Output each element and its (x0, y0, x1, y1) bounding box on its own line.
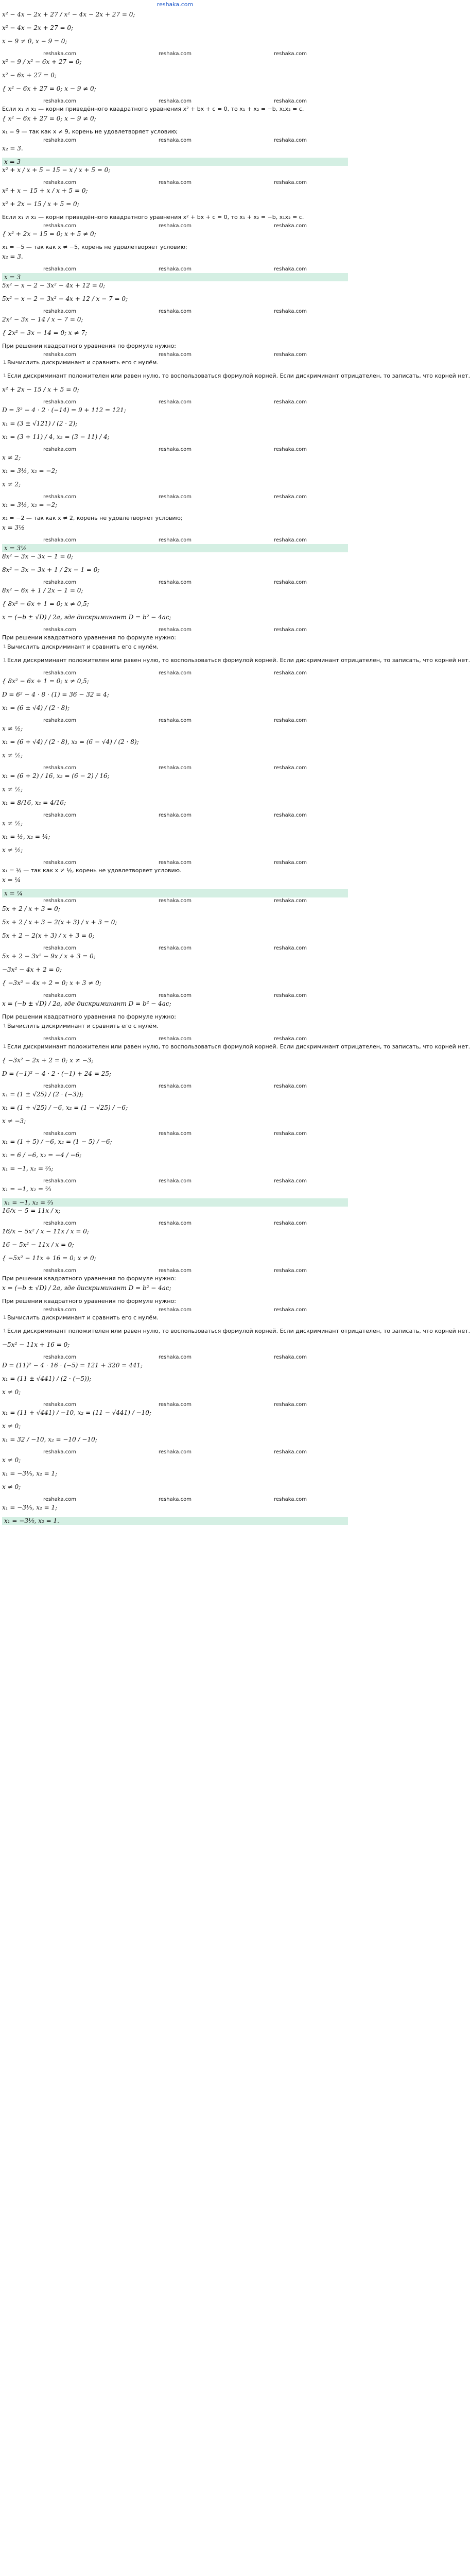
watermark-row (2, 579, 348, 586)
math-line: x₁ = ½, x₂ = ¼; (2, 833, 50, 840)
list-item: 1 Вычислить дискриминант и сравнить его с нулём. (2, 643, 348, 656)
watermark: reshaka.com (43, 812, 76, 818)
watermark: reshaka.com (159, 627, 192, 633)
text-line: x₂ = −2 — так как x ≠ 2, корень не удовлетворяет условию; (2, 515, 183, 521)
watermark-row (2, 1178, 348, 1185)
list-item: 1 Вычислить дискриминант и сравнить его с нулём. (2, 1022, 348, 1036)
watermark: reshaka.com (43, 1497, 76, 1502)
watermark: reshaka.com (159, 1497, 192, 1502)
text-line: При решении квадратного уравнения по формуле нужно: (2, 1275, 177, 1282)
math-line: 8x² − 3x − 3x + 1 / 2x − 1 = 0; (2, 566, 100, 573)
watermark: reshaka.com (274, 537, 307, 543)
watermark: reshaka.com (43, 1268, 76, 1274)
watermark-row (2, 812, 348, 819)
watermark: reshaka.com (159, 1268, 192, 1274)
math-line: D = 6² − 4 · 8 · (1) = 36 − 32 = 4; (2, 691, 109, 698)
math-line: 2x² − 3x − 14 / x − 7 = 0; (2, 316, 83, 323)
math-line: x ≠ 2; (2, 481, 21, 488)
math-line: 5x² − x − 2 − 3x² − 4x + 12 / x − 7 = 0; (2, 295, 128, 302)
math-line: x₁ = (6 + 2) / 16, x₂ = (6 − 2) / 16; (2, 772, 110, 779)
watermark-row (2, 717, 348, 724)
math-line: x₁ = 8/16, x₂ = 4/16; (2, 799, 66, 806)
math-line: 5x + 2 − 2(x + 3) / x + 3 = 0; (2, 932, 95, 939)
math-line: x₁ = (11 ± √441) / (2 · (−5)); (2, 1375, 92, 1382)
math-line: x = (−b ± √D) / 2a, где дискриминант D = b² − 4ac; (2, 614, 171, 621)
watermark: reshaka.com (43, 898, 76, 904)
list-item: 1 Если дискриминант положителен или равен нулю, то воспользоваться формулой корней. Если дискриминант отрицателен, то записать, что корней нет. (2, 372, 348, 385)
math-line: x₁ = (1 + √25) / −6, x₂ = (1 − √25) / −6; (2, 1104, 128, 1111)
watermark-row (2, 50, 348, 58)
watermark: reshaka.com (274, 860, 307, 866)
text-line: При решении квадратного уравнения по формуле нужно: (2, 1298, 177, 1304)
watermark: reshaka.com (274, 1221, 307, 1226)
math-line: x ≠ ½; (2, 752, 23, 759)
math-line: x² + x / x + 5 − 15 − x / x + 5 = 0; (2, 166, 111, 174)
watermark: reshaka.com (159, 1036, 192, 1042)
watermark: reshaka.com (274, 98, 307, 104)
watermark-row (2, 537, 348, 544)
watermark: reshaka.com (274, 898, 307, 904)
math-line: x₁ = 6 / −6, x₂ = −4 / −6; (2, 1151, 82, 1159)
answer-band: x = 3½ (2, 544, 348, 552)
watermark: reshaka.com (159, 180, 192, 185)
watermark: reshaka.com (43, 627, 76, 633)
watermark-row (2, 308, 348, 315)
watermark: reshaka.com (159, 1402, 192, 1408)
watermark: reshaka.com (159, 352, 192, 358)
answer-band: x₁ = −1, x₂ = ⅔ (2, 1198, 348, 1207)
watermark: reshaka.com (43, 718, 76, 723)
watermark-row (2, 897, 348, 905)
text-line: x₁ = ½ — так как x ≠ ½, корень не удовлетворяет условию. (2, 867, 182, 874)
watermark: reshaka.com (274, 223, 307, 229)
watermark-row (2, 1449, 348, 1456)
watermark-row (2, 98, 348, 105)
answer-band: x₁ = −3⅕, x₂ = 1. (2, 1517, 348, 1525)
answer-band: x = ¼ (2, 889, 348, 897)
watermark: reshaka.com (159, 537, 192, 543)
math-line: x₂ = 3. (2, 253, 23, 260)
watermark: reshaka.com (274, 1449, 307, 1455)
watermark-row (2, 1401, 348, 1409)
watermark: reshaka.com (274, 51, 307, 57)
math-line: x² + 2x − 15 / x + 5 = 0; (2, 386, 79, 393)
math-line: x ≠ 0; (2, 1388, 21, 1396)
watermark: reshaka.com (43, 494, 76, 500)
watermark: reshaka.com (159, 580, 192, 585)
watermark: reshaka.com (43, 580, 76, 585)
watermark-row (2, 351, 348, 359)
watermark: reshaka.com (43, 1402, 76, 1408)
watermark-row (2, 179, 348, 187)
text-line: При решении квадратного уравнения по формуле нужно: (2, 343, 177, 349)
math-line: { 8x² − 6x + 1 = 0; x ≠ 0,5; (2, 677, 89, 685)
watermark-row (2, 945, 348, 952)
watermark: reshaka.com (274, 580, 307, 585)
watermark: reshaka.com (274, 627, 307, 633)
watermark: reshaka.com (159, 993, 192, 998)
math-line: x₁ = (1 + 5) / −6, x₂ = (1 − 5) / −6; (2, 1138, 112, 1145)
math-line: D = 3² − 4 · 2 · (−14) = 9 + 112 = 121; (2, 406, 126, 414)
watermark: reshaka.com (43, 1036, 76, 1042)
math-line: x² − 4x − 2x + 27 = 0; (2, 24, 74, 31)
text-line: Если x₁ и x₂ — корни приведённого квадратного уравнения x² + bx + c = 0, то x₁ + x₂ = −b, x₁x₂ = c. (2, 214, 304, 221)
watermark: reshaka.com (43, 138, 76, 143)
math-line: x₁ = 3½, x₂ = −2; (2, 467, 58, 474)
watermark: reshaka.com (274, 1131, 307, 1137)
watermark-row (2, 1130, 348, 1138)
math-line: x ≠ ½; (2, 846, 23, 854)
text-line: При решении квадратного уравнения по формуле нужно: (2, 1013, 177, 1020)
watermark: reshaka.com (274, 1036, 307, 1042)
watermark: reshaka.com (159, 945, 192, 951)
list-item: 1 Если дискриминант положителен или равен нулю, то воспользоваться формулой корней. Если дискриминант отрицателен, то записать, что корней нет. (2, 1327, 348, 1341)
watermark: reshaka.com (43, 309, 76, 314)
watermark: reshaka.com (43, 945, 76, 951)
math-line: 8x² − 6x + 1 / 2x − 1 = 0; (2, 587, 83, 594)
math-line: x₁ = 3½, x₂ = −2; (2, 501, 58, 509)
watermark-row (2, 859, 348, 867)
watermark: reshaka.com (159, 494, 192, 500)
math-line: { −3x² − 4x + 2 = 0; x + 3 ≠ 0; (2, 979, 101, 987)
math-line: 16/x − 5x² / x − 11x / x = 0; (2, 1228, 89, 1235)
watermark: reshaka.com (159, 765, 192, 771)
watermark: reshaka.com (274, 266, 307, 272)
watermark: reshaka.com (274, 670, 307, 676)
watermark: reshaka.com (274, 138, 307, 143)
watermark: reshaka.com (159, 860, 192, 866)
watermark: reshaka.com (43, 537, 76, 543)
text-line: x₁ = 9 — так как x ≠ 9, корень не удовлетворяет условию; (2, 128, 178, 135)
watermark-row (2, 446, 348, 453)
math-line: 16/x − 5 = 11x / x; (2, 1207, 61, 1214)
math-line: { −5x² − 11x + 16 = 0; x ≠ 0; (2, 1255, 96, 1262)
math-line: x ≠ ½; (2, 725, 23, 732)
math-line: x ≠ ½; (2, 786, 23, 793)
math-line: x ≠ 0; (2, 1422, 21, 1430)
math-line: x₁ = −3⅕, x₂ = 1; (2, 1470, 58, 1477)
site-header[interactable]: reshaka.com (156, 1, 194, 8)
watermark: reshaka.com (43, 447, 76, 452)
watermark: reshaka.com (274, 1268, 307, 1274)
math-line: x₁ = (3 + 11) / 4, x₂ = (3 − 11) / 4; (2, 433, 110, 440)
watermark-row (2, 494, 348, 501)
solution-content (0, 9, 470, 1525)
math-line: { 2x² − 3x − 14 = 0; x ≠ 7; (2, 329, 88, 336)
watermark-row (2, 765, 348, 772)
watermark: reshaka.com (274, 1402, 307, 1408)
watermark-row (2, 266, 348, 273)
math-line: D = (11)² − 4 · 16 · (−5) = 121 + 320 = 441; (2, 1362, 143, 1369)
text-line: x₁ = −5 — так как x ≠ −5, корень не удовлетворяет условию; (2, 244, 187, 250)
watermark-row (2, 223, 348, 230)
watermark: reshaka.com (43, 352, 76, 358)
math-line: x ≠ ½; (2, 820, 23, 827)
watermark-row (2, 1496, 348, 1503)
math-line: x ≠ 0; (2, 1483, 21, 1490)
math-line: x₁ = 32 / −10, x₂ = −10 / −10; (2, 1436, 97, 1443)
text-line: Если x₁ и x₂ — корни приведённого квадратного уравнения x² + bx + c = 0, то x₁ + x₂ = −b, x₁x₂ = c. (2, 106, 304, 112)
watermark: reshaka.com (274, 352, 307, 358)
math-line: x² + 2x − 15 / x + 5 = 0; (2, 200, 79, 208)
watermark: reshaka.com (159, 51, 192, 57)
watermark: reshaka.com (159, 447, 192, 452)
watermark: reshaka.com (274, 1354, 307, 1360)
watermark: reshaka.com (274, 1307, 307, 1313)
watermark: reshaka.com (43, 399, 76, 405)
math-line: x² − 9 / x² − 6x + 27 = 0; (2, 58, 82, 65)
watermark-row (2, 992, 348, 999)
watermark: reshaka.com (274, 494, 307, 500)
watermark-row (2, 1220, 348, 1227)
math-line: −5x² − 11x + 16 = 0; (2, 1341, 70, 1348)
watermark: reshaka.com (159, 138, 192, 143)
watermark: reshaka.com (159, 670, 192, 676)
math-line: 5x² − x − 2 − 3x² − 4x + 12 = 0; (2, 282, 106, 289)
math-line: x₁ = −1, x₂ = ⅔; (2, 1165, 54, 1172)
math-line: −3x² − 4x + 2 = 0; (2, 966, 62, 973)
answer-band: x = 3 (2, 273, 348, 281)
watermark: reshaka.com (159, 1221, 192, 1226)
answer-band: x = 3 (2, 158, 348, 166)
watermark: reshaka.com (274, 1083, 307, 1089)
math-line: x₁ = (6 + √4) / (2 · 8), x₂ = (6 − √4) / (2 · 8); (2, 738, 139, 745)
watermark: reshaka.com (274, 765, 307, 771)
watermark: reshaka.com (43, 1354, 76, 1360)
watermark: reshaka.com (43, 670, 76, 676)
watermark-row (2, 137, 348, 144)
watermark: reshaka.com (159, 399, 192, 405)
watermark: reshaka.com (274, 812, 307, 818)
watermark-row (2, 1036, 348, 1043)
watermark-row (2, 1267, 348, 1275)
math-line: x₁ = −1, x₂ = ⅔ (2, 1185, 51, 1193)
watermark: reshaka.com (159, 1449, 192, 1455)
math-line: { x² − 6x + 27 = 0; x − 9 ≠ 0; (2, 85, 96, 92)
math-line: x = (−b ± √D) / 2a, где дискриминант D = b² − 4ac; (2, 1000, 171, 1007)
watermark-row (2, 399, 348, 406)
watermark-row (2, 626, 348, 634)
math-line: x = 3½ (2, 524, 25, 531)
math-line: x₁ = (3 ± √121) / (2 · 2); (2, 420, 78, 427)
math-line: 5x + 2 / x + 3 = 0; (2, 905, 60, 912)
watermark: reshaka.com (159, 223, 192, 229)
math-line: { −3x² − 2x + 2 = 0; x ≠ −3; (2, 1057, 94, 1064)
watermark: reshaka.com (159, 1131, 192, 1137)
list-item: 1 Если дискриминант положителен или равен нулю, то воспользоваться формулой корней. Если дискриминант отрицателен, то записать, что корней нет. (2, 1043, 348, 1056)
math-line: 5x + 2 / x + 3 − 2(x + 3) / x + 3 = 0; (2, 919, 117, 926)
watermark-row (2, 1307, 348, 1314)
watermark: reshaka.com (274, 993, 307, 998)
watermark: reshaka.com (43, 266, 76, 272)
watermark: reshaka.com (43, 1307, 76, 1313)
list-item: 1 Вычислить дискриминант и сравнить его с нулём. (2, 1314, 348, 1327)
math-line: x − 9 ≠ 0, x − 9 = 0; (2, 38, 67, 45)
watermark: reshaka.com (159, 98, 192, 104)
watermark: reshaka.com (43, 1083, 76, 1089)
watermark: reshaka.com (43, 98, 76, 104)
watermark: reshaka.com (274, 447, 307, 452)
watermark: reshaka.com (43, 51, 76, 57)
math-line: x² + x − 15 + x / x + 5 = 0; (2, 187, 88, 194)
math-line: { x² − 6x + 27 = 0; x − 9 ≠ 0; (2, 115, 96, 122)
watermark: reshaka.com (43, 1131, 76, 1137)
math-line: x ≠ −3; (2, 1117, 26, 1125)
math-line: { 8x² − 6x + 1 = 0; x ≠ 0,5; (2, 600, 89, 607)
watermark: reshaka.com (274, 718, 307, 723)
math-line: 8x² − 3x − 3x − 1 = 0; (2, 553, 74, 560)
math-line: x₁ = (1 ± √25) / (2 · (−3)); (2, 1091, 84, 1098)
watermark: reshaka.com (274, 1497, 307, 1502)
watermark: reshaka.com (43, 1449, 76, 1455)
watermark: reshaka.com (274, 945, 307, 951)
watermark-row (2, 1083, 348, 1090)
watermark: reshaka.com (43, 993, 76, 998)
math-line: x = (−b ± √D) / 2a, где дискриминант D = b² − 4ac; (2, 1284, 171, 1292)
math-line: { x² + 2x − 15 = 0; x + 5 ≠ 0; (2, 230, 96, 238)
text-line: При решении квадратного уравнения по формуле нужно: (2, 634, 177, 641)
math-line: 5x + 2 − 3x² − 9x / x + 3 = 0; (2, 953, 96, 960)
watermark: reshaka.com (159, 718, 192, 723)
list-item: 1 Вычислить дискриминант и сравнить его с нулём. (2, 359, 348, 372)
watermark: reshaka.com (159, 1083, 192, 1089)
math-line: D = (−1)² − 4 · 2 · (−1) + 24 = 25; (2, 1070, 112, 1077)
math-line: 16 − 5x² − 11x / x = 0; (2, 1241, 74, 1248)
watermark: reshaka.com (159, 309, 192, 314)
math-line: x₁ = −3⅕, x₂ = 1; (2, 1504, 58, 1511)
math-line: x ≠ 2; (2, 454, 21, 461)
watermark-row (2, 1354, 348, 1361)
list-item: 1 Если дискриминант положителен или равен нулю, то воспользоваться формулой корней. Если дискриминант отрицателен, то записать, что корней нет. (2, 656, 348, 670)
math-line: x = ¼ (2, 876, 21, 884)
math-line: x ≠ 0; (2, 1456, 21, 1464)
watermark-row (2, 670, 348, 677)
watermark: reshaka.com (274, 1178, 307, 1184)
watermark: reshaka.com (43, 1178, 76, 1184)
watermark: reshaka.com (43, 765, 76, 771)
watermark: reshaka.com (274, 309, 307, 314)
watermark: reshaka.com (159, 1354, 192, 1360)
math-line: x² − 4x − 2x + 27 / x² − 4x − 2x + 27 = 0; (2, 11, 135, 18)
watermark: reshaka.com (159, 812, 192, 818)
math-line: x₁ = (11 + √441) / −10, x₂ = (11 − √441) / −10; (2, 1409, 151, 1416)
watermark: reshaka.com (274, 399, 307, 405)
watermark: reshaka.com (159, 266, 192, 272)
watermark: reshaka.com (43, 180, 76, 185)
watermark: reshaka.com (43, 223, 76, 229)
watermark: reshaka.com (43, 860, 76, 866)
math-line: x₁ = (6 ± √4) / (2 · 8); (2, 704, 70, 711)
watermark: reshaka.com (159, 1178, 192, 1184)
watermark: reshaka.com (159, 898, 192, 904)
math-line: x₂ = 3. (2, 145, 23, 152)
math-line: x² − 6x + 27 = 0; (2, 72, 57, 79)
watermark: reshaka.com (43, 1221, 76, 1226)
watermark: reshaka.com (159, 1307, 192, 1313)
watermark: reshaka.com (274, 180, 307, 185)
